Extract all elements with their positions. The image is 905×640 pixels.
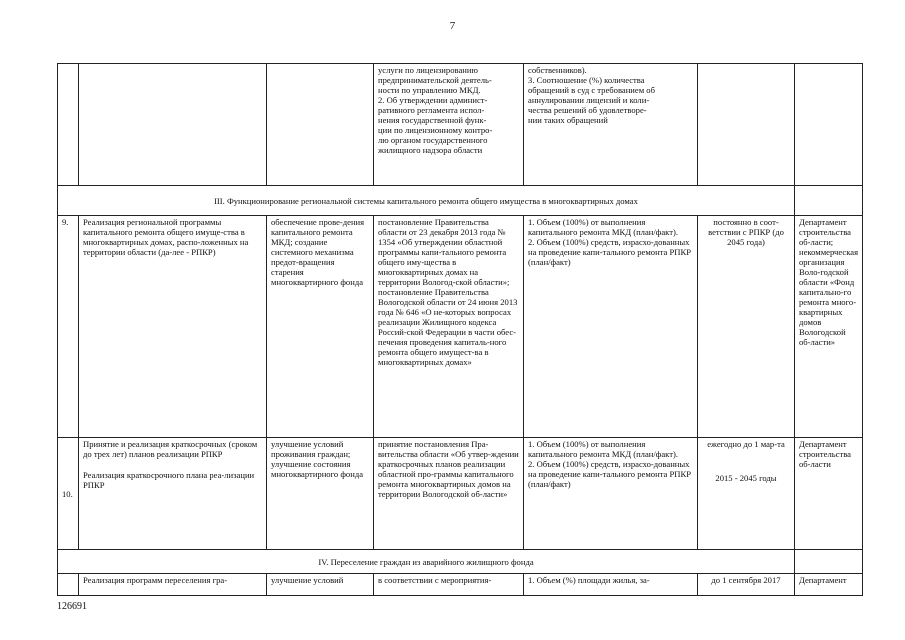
- measure-goal: улучшение условий: [267, 574, 374, 596]
- section-heading-3: III. Функционирование региональной системы капитального ремонта общего имущества в многоквартирных домах: [58, 186, 795, 216]
- responsible: Департамент: [795, 574, 863, 596]
- legal-act: постановление Правительства области от 23 декабря 2013 года № 1354 «Об утверждении областной программы капи-тального ремонта общего иму-щества в многоквартирных домах на территории Вологод-ской области»; постановление Правительства Вологодской области от 24 июня 2013 года № 646 «О не-которых вопросах реализации Жилищного кодекса Россий-ской Федерации в части обес-печения проведения капиталь-ного ремонта общего имущест-ва в многоквартирных домах»: [374, 216, 524, 438]
- document-table: [57, 63, 863, 596]
- legal-act: принятие постановления Пра-вительства области «Об утвер-ждении краткосрочных планов реализации областной про-граммы капитального ремонта многоквартирных домов на территории Вологодской об-ласти»: [374, 438, 524, 550]
- table-row-continuation: [58, 64, 863, 186]
- responsible: Департамент строительства об-ласти: [795, 438, 863, 550]
- term-part2: 2015 - 2045 годы: [715, 473, 777, 483]
- indicators: 1. Объем (100%) от выполнения капитального ремонта МКД (план/факт). 2. Объем (100%) средств, израсхо-дованных на проведение капи-тального ремонта РПКР (план/факт): [524, 216, 698, 438]
- cell-continuation-act: услуги по лицензированию предпринимательской деятель- ности по управлению МКД. 2. Об утверждении админист- ративного регламента испол- нения государственной функ- ции по лицензионному контро- лю органом государственного жилищного надзора области: [374, 64, 524, 186]
- legal-act: в соответствии с мероприятия-: [374, 574, 524, 596]
- row-number: 10.: [58, 438, 79, 550]
- measure-goal: обеспечение прове-дения капитального ремонта МКД; создание системного механизма предот-вращения старения многоквартирного фонда: [267, 216, 374, 438]
- term: постоянно в соот-ветствии с РПКР (до 2045 года): [698, 216, 795, 438]
- table-row-9: [58, 216, 863, 438]
- section-row-4: [58, 550, 863, 574]
- section-row-3: [58, 186, 863, 216]
- term: до 1 сентября 2017: [698, 574, 795, 596]
- measure-name: [79, 438, 267, 550]
- measure-name-part2: Реализация краткосрочного плана реа-лизации РПКР: [83, 470, 255, 490]
- measure-goal: улучшение условий проживания граждан; улучшение состояния многоквартирного фонда: [267, 438, 374, 550]
- measure-name-part1: Принятие и реализация краткосрочных (сроком до трех лет) планов реализации РПКР: [83, 439, 258, 459]
- measure-name: Реализация программ переселения гра-: [79, 574, 267, 596]
- term-part1: ежегодно до 1 мар-та: [707, 439, 785, 449]
- responsible: Департамент строительства об-ласти; некоммерческая организация Воло-годской области «Фонд капитально-го ремонта много-квартирных домов Вологодской об-ласти»: [795, 216, 863, 438]
- page-number: 7: [449, 20, 456, 32]
- cell-continuation-indicators: собственников). 3. Соотношение (%) количества обращений в суд с требованием об аннулировании лицензий и коли- чества решений об удовлетворе- нии таких обращений: [524, 64, 698, 186]
- indicators: 1. Объем (100%) от выполнения капитального ремонта МКД (план/факт). 2. Объем (100%) средств, израсхо-дованных на проведение капи-тального ремонта РПКР (план/факт): [524, 438, 698, 550]
- indicators: 1. Объем (%) площади жилья, за-: [524, 574, 698, 596]
- measure-name: Реализация региональной программы капитального ремонта общего имуще-ства в многоквартирных домах, распо-ложенных на территории области (да-лее - РПКР): [79, 216, 267, 438]
- row-number: 9.: [58, 216, 79, 438]
- table-row-10: [58, 438, 863, 550]
- footer-code: 126691: [57, 601, 87, 612]
- table-row-11: [58, 574, 863, 596]
- section-heading-4: IV. Переселение граждан из аварийного жилищного фонда: [58, 550, 795, 574]
- term: [698, 438, 795, 550]
